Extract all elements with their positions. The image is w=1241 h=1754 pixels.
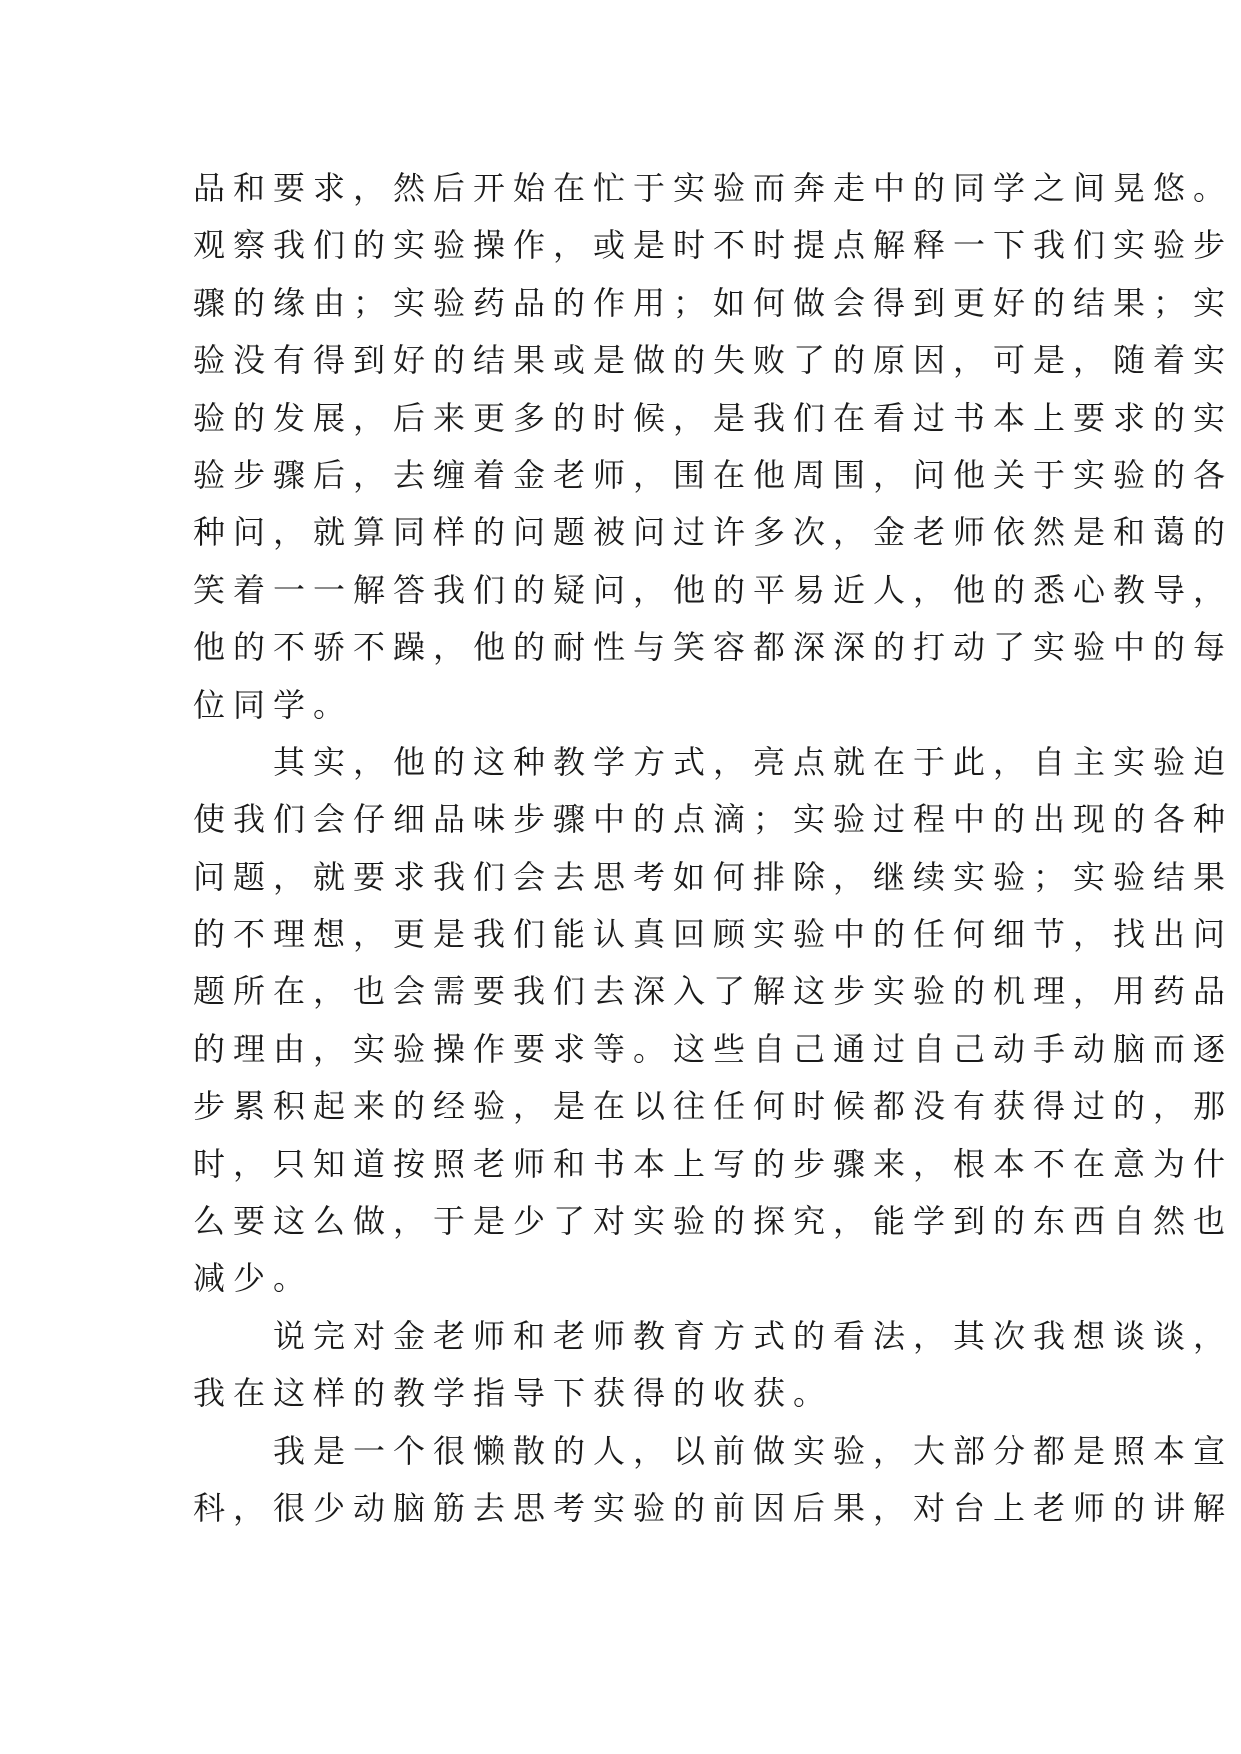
text-line: 科，很少动脑筋去思考实验的前因后果，对台上老师的讲解 xyxy=(193,1488,1234,1527)
text-line: 品和要求，然后开始在忙于实验而奔走中的同学之间晃悠。 xyxy=(193,169,1234,207)
text-line: 笑着一一解答我们的疑问，他的平易近人，他的悉心教导， xyxy=(193,570,1234,609)
text-line: 验的发展，后来更多的时候，是我们在看过书本上要求的实 xyxy=(193,398,1234,437)
text-line: 说完对金老师和老师教育方式的看法，其次我想谈谈， xyxy=(193,1316,1234,1355)
text-line: 我是一个很懒散的人，以前做实验，大部分都是照本宣 xyxy=(193,1431,1234,1470)
text-line: 骤的缘由；实验药品的作用；如何做会得到更好的结果；实 xyxy=(193,283,1234,322)
text-line: 我在这样的教学指导下获得的收获。 xyxy=(193,1374,834,1413)
text-line: 位同学。 xyxy=(193,685,354,724)
text-line: 的不理想，更是我们能认真回顾实验中的任何细节，找出问 xyxy=(193,915,1234,954)
text-line: 减少。 xyxy=(193,1259,314,1298)
text-line: 的理由，实验操作要求等。这些自己通过自己动手动脑而逐 xyxy=(193,1029,1234,1068)
text-line: 题所在，也会需要我们去深入了解这步实验的机理，用药品 xyxy=(193,972,1234,1011)
text-line: 观察我们的实验操作，或是时不时提点解释一下我们实验步 xyxy=(193,226,1234,265)
text-line: 使我们会仔细品味步骤中的点滴；实验过程中的出现的各种 xyxy=(193,800,1234,839)
body-text xyxy=(193,160,1234,1537)
text-line: 验没有得到好的结果或是做的失败了的原因，可是，随着实 xyxy=(193,341,1234,380)
text-line: 其实，他的这种教学方式，亮点就在于此，自主实验迫 xyxy=(193,742,1234,781)
text-line: 时，只知道按照老师和书本上写的步骤来，根本不在意为什 xyxy=(193,1144,1234,1183)
text-line: 他的不骄不躁，他的耐性与笑容都深深的打动了实验中的每 xyxy=(193,628,1234,667)
text-line: 问题，就要求我们会去思考如何排除，继续实验；实验结果 xyxy=(193,857,1234,896)
text-line: 种问，就算同样的问题被问过许多次，金老师依然是和蔼的 xyxy=(193,513,1234,552)
text-line: 么要这么做，于是少了对实验的探究，能学到的东西自然也 xyxy=(193,1202,1234,1241)
text-line: 步累积起来的经验，是在以往任何时候都没有获得过的，那 xyxy=(193,1087,1234,1126)
text-line: 验步骤后，去缠着金老师，围在他周围，问他关于实验的各 xyxy=(193,455,1234,494)
